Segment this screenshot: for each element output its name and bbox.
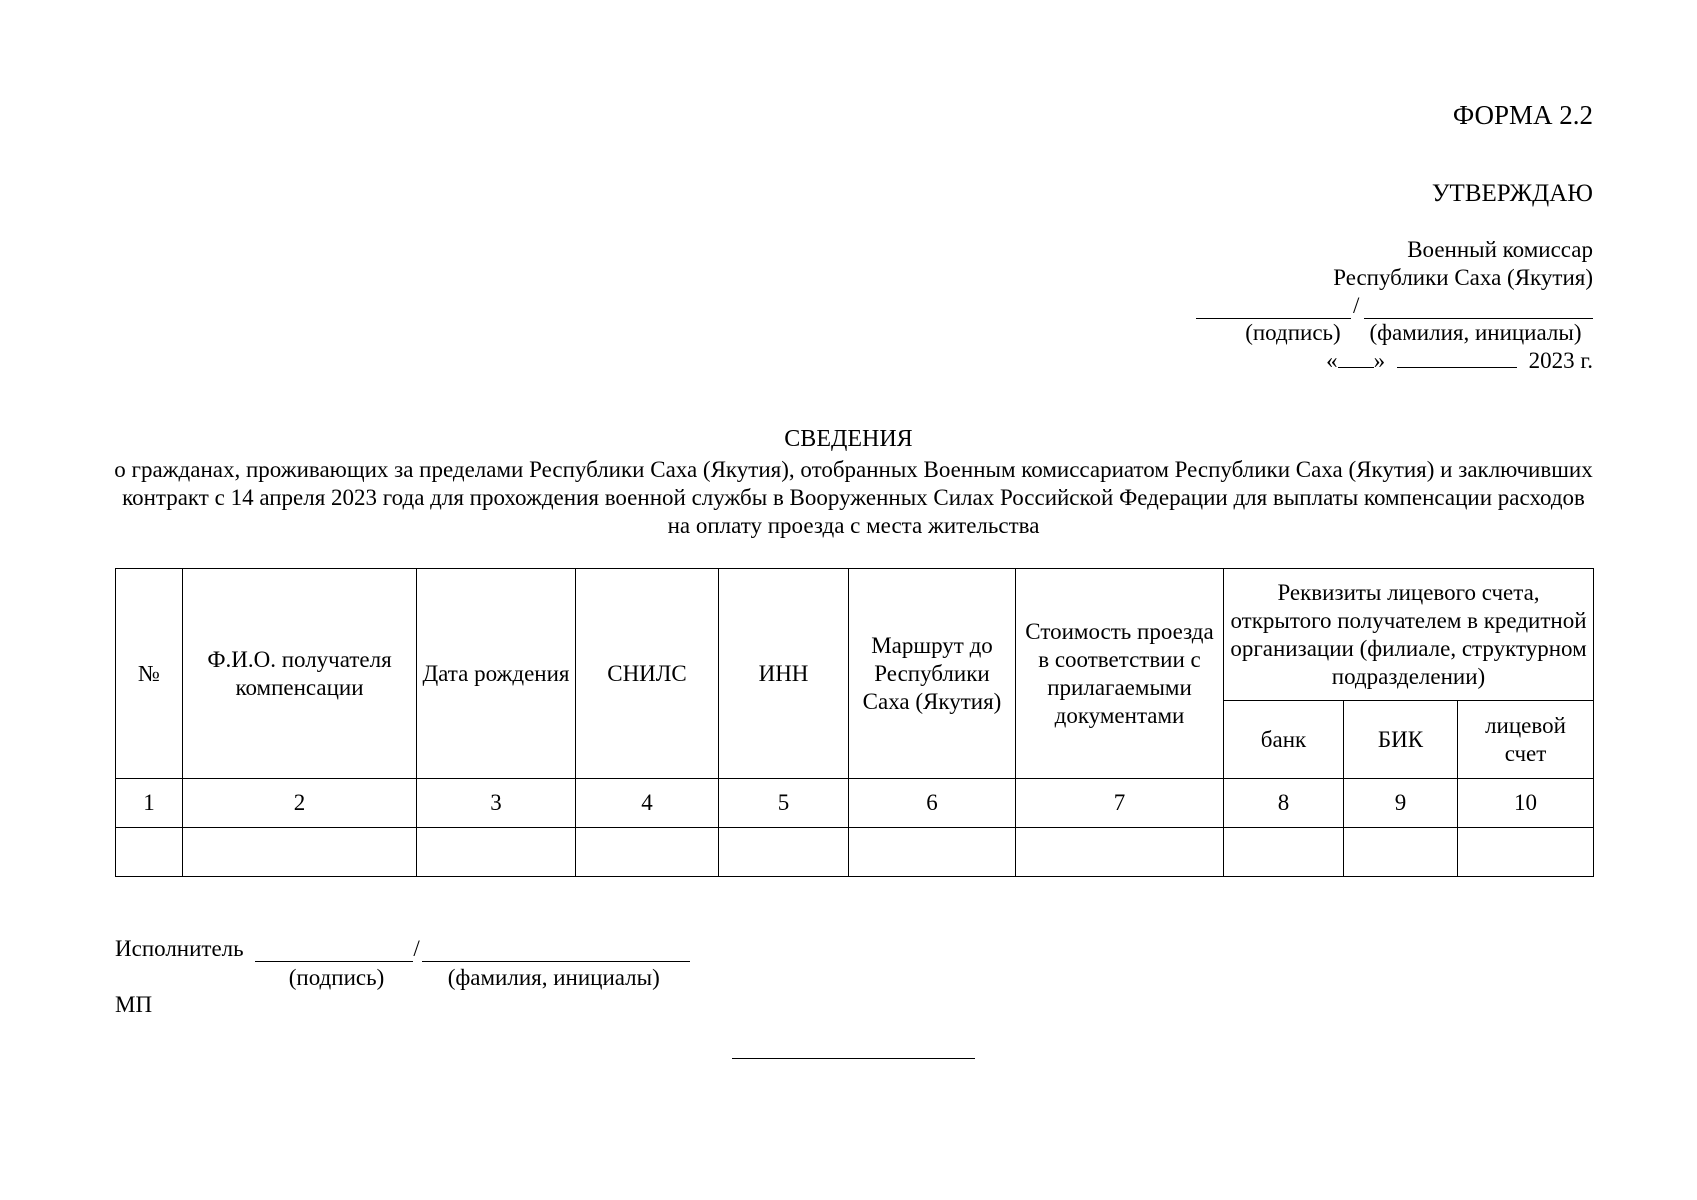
column-number: 1 xyxy=(116,779,183,828)
header-fio: Ф.И.О. получателя компенсации xyxy=(183,569,417,779)
approver-line-1: Военный комиссар xyxy=(1407,237,1593,262)
column-number: 3 xyxy=(417,779,576,828)
table-row xyxy=(116,828,1594,877)
table-header-row xyxy=(116,569,1594,701)
name-blank[interactable] xyxy=(1364,318,1593,319)
column-number: 5 xyxy=(719,779,849,828)
approver-title xyxy=(1333,236,1593,292)
approver-signature-captions xyxy=(1245,320,1593,346)
approver-signature-line[interactable] xyxy=(1196,293,1593,320)
executor-slash: / xyxy=(413,936,420,961)
header-inn: ИНН xyxy=(719,569,849,779)
table-cell[interactable] xyxy=(183,828,417,877)
header-snils: СНИЛС xyxy=(576,569,719,779)
header-number: № xyxy=(116,569,183,779)
table-cell[interactable] xyxy=(576,828,719,877)
signature-slash: / xyxy=(1353,293,1360,318)
data-table xyxy=(115,568,1594,877)
header-cost: Стоимость проезда в соответствии с прилагаемыми документами xyxy=(1016,569,1224,779)
column-number: 6 xyxy=(849,779,1016,828)
date-quote-close: » xyxy=(1373,348,1386,373)
column-number: 10 xyxy=(1458,779,1594,828)
executor-name-blank[interactable] xyxy=(422,939,690,962)
column-number: 7 xyxy=(1016,779,1224,828)
column-number: 9 xyxy=(1344,779,1458,828)
table-cell[interactable] xyxy=(417,828,576,877)
approve-heading: УТВЕРЖДАЮ xyxy=(1431,180,1593,207)
header-bank: банк xyxy=(1224,701,1344,779)
header-birth-date: Дата рождения xyxy=(417,569,576,779)
column-number: 8 xyxy=(1224,779,1344,828)
header-route: Маршрут до Республики Саха (Якутия) xyxy=(849,569,1016,779)
date-quote-open: « xyxy=(1326,348,1338,373)
form-number: ФОРМА 2.2 xyxy=(1452,100,1593,130)
header-account: лицевой счет xyxy=(1458,701,1594,779)
document-subtitle: о гражданах, проживающих за пределами Республики Саха (Якутия), отобранных Военным комиссариатом Республики Саха (Якутия) и заключивших контракт с 14 апреля 2023 года для прохождения военной службы в Вооруженных Силах Российской Федерации для выплаты компенсации расходов на оплату проезда с места жительства xyxy=(114,457,1593,538)
month-blank[interactable] xyxy=(1397,349,1517,368)
table-cell[interactable] xyxy=(1344,828,1458,877)
caption-name: (фамилия, инициалы) xyxy=(447,965,660,990)
executor-label: Исполнитель xyxy=(115,936,244,961)
column-number-row xyxy=(116,779,1594,828)
executor-captions xyxy=(115,965,660,991)
caption-signature: (подпись) xyxy=(288,965,385,990)
date-year: 2023 г. xyxy=(1528,348,1593,373)
bottom-divider xyxy=(732,1058,975,1059)
document-title: СВЕДЕНИЯ xyxy=(784,426,913,452)
table-cell[interactable] xyxy=(849,828,1016,877)
caption-signature: (подпись) xyxy=(1245,320,1341,345)
day-blank[interactable] xyxy=(1338,349,1374,368)
executor-signature-line xyxy=(115,936,690,962)
table-cell[interactable] xyxy=(1224,828,1344,877)
stamp-place-label: МП xyxy=(115,992,153,1017)
table-cell[interactable] xyxy=(1016,828,1224,877)
table-cell[interactable] xyxy=(719,828,849,877)
header-requisites: Реквизиты лицевого счета, открытого получателем в кредитной организации (филиале, структурном подразделении) xyxy=(1224,569,1594,701)
signature-blank[interactable] xyxy=(1196,318,1351,319)
caption-name: (фамилия, инициалы) xyxy=(1369,320,1582,345)
table-cell[interactable] xyxy=(116,828,183,877)
executor-signature-blank[interactable] xyxy=(255,939,413,962)
column-number: 4 xyxy=(576,779,719,828)
approver-line-2: Республики Саха (Якутия) xyxy=(1333,265,1593,290)
header-bik: БИК xyxy=(1344,701,1458,779)
table-cell[interactable] xyxy=(1458,828,1594,877)
approval-date xyxy=(1326,348,1593,374)
column-number: 2 xyxy=(183,779,417,828)
